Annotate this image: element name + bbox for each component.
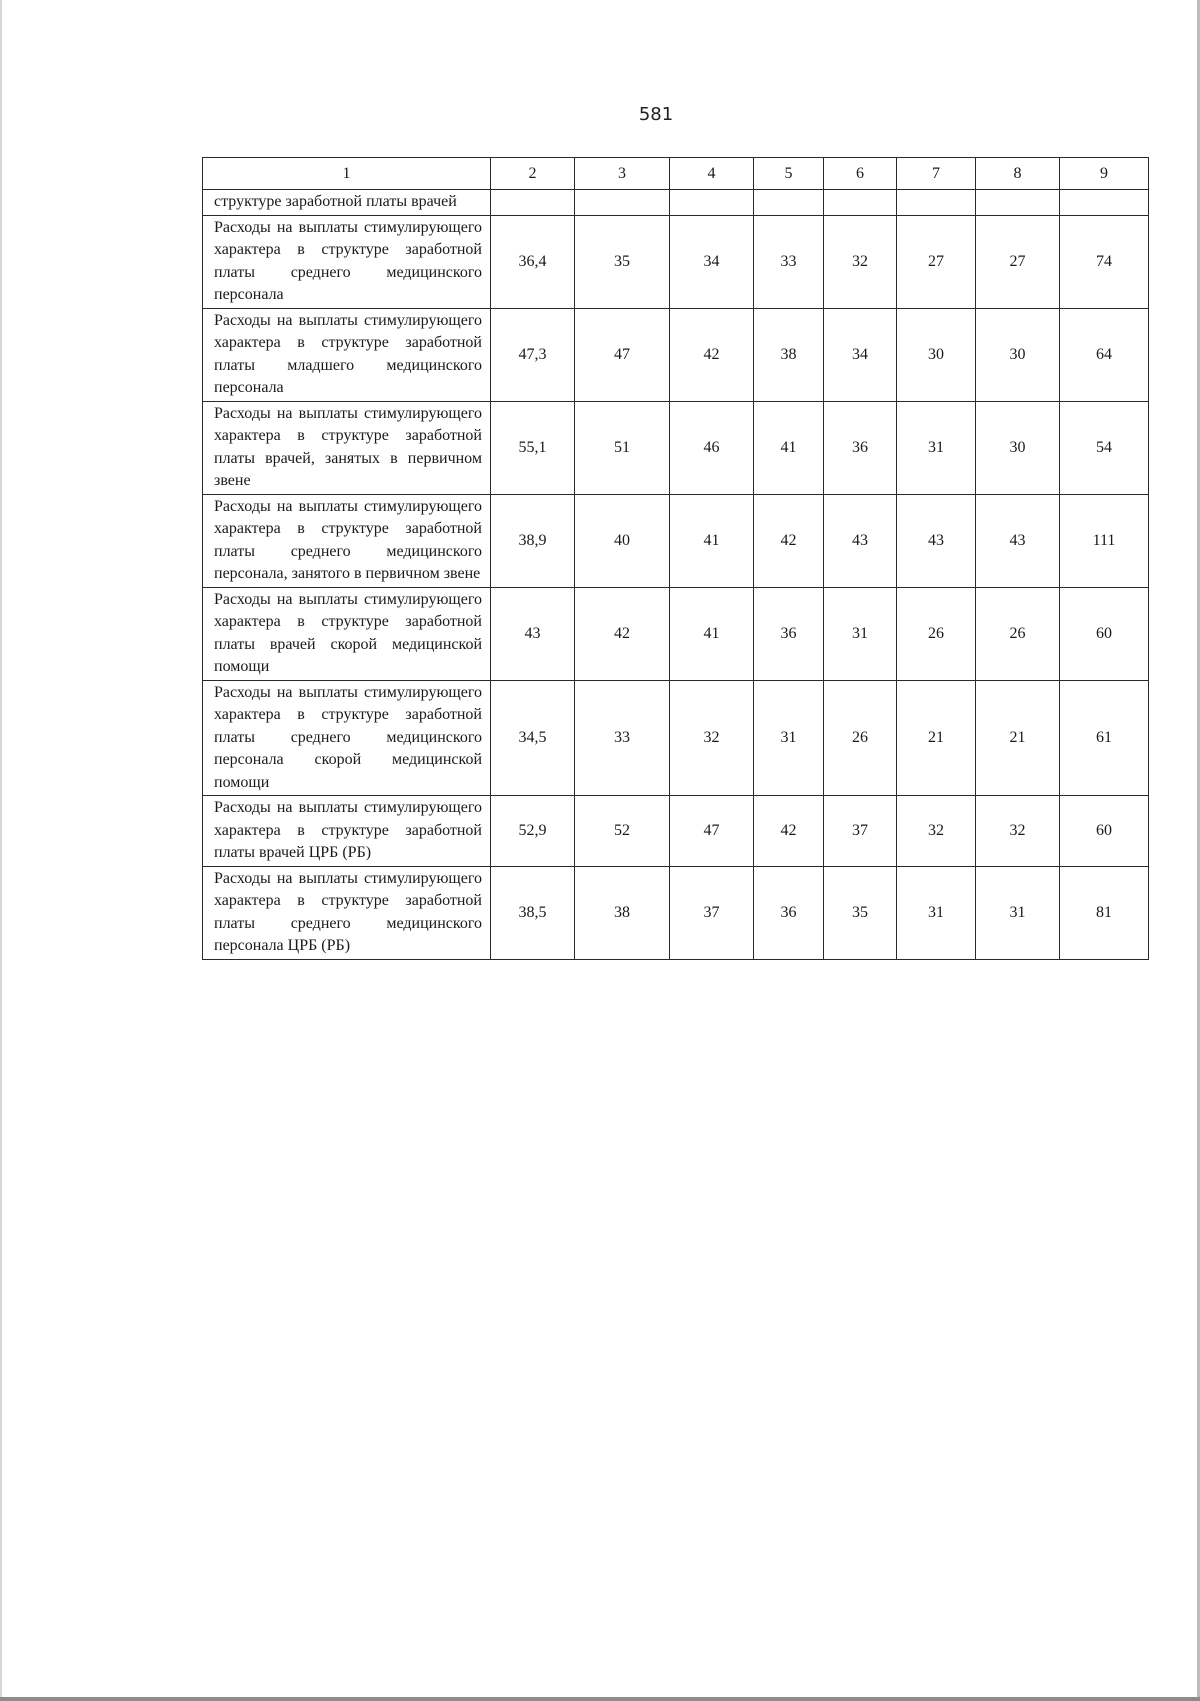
- column-header: 9: [1060, 158, 1149, 190]
- table-cell: 32: [824, 215, 897, 308]
- row-label: Расходы на выплаты стимулирующего характера в структуре заработной платы младшего медицинского персонала: [203, 308, 491, 401]
- table-cell: 51: [575, 401, 670, 494]
- column-header: 4: [670, 158, 754, 190]
- table-cell: 43: [824, 494, 897, 587]
- table-cell: 21: [976, 680, 1060, 796]
- table-cell: [1060, 190, 1149, 216]
- table-cell: 43: [976, 494, 1060, 587]
- table-cell: [575, 190, 670, 216]
- table-cell: 40: [575, 494, 670, 587]
- table-cell: 34,5: [491, 680, 575, 796]
- row-label: Расходы на выплаты стимулирующего характера в структуре заработной платы врачей ЦРБ (РБ): [203, 796, 491, 867]
- table-cell: 38: [754, 308, 824, 401]
- table-cell: 81: [1060, 866, 1149, 959]
- table-cell: 26: [824, 680, 897, 796]
- table-cell: 36: [754, 587, 824, 680]
- table-cell: 31: [897, 866, 976, 959]
- table-cell: 33: [575, 680, 670, 796]
- table-cell: 34: [824, 308, 897, 401]
- table-cell: 38,9: [491, 494, 575, 587]
- table-cell: 26: [976, 587, 1060, 680]
- table-cell: 52,9: [491, 796, 575, 867]
- table-cell: 47: [575, 308, 670, 401]
- table-cell: 35: [575, 215, 670, 308]
- table-cell: 38,5: [491, 866, 575, 959]
- table-cell: 41: [754, 401, 824, 494]
- row-label: Расходы на выплаты стимулирующего характера в структуре заработной платы врачей скорой медицинской помощи: [203, 587, 491, 680]
- table-cell: [754, 190, 824, 216]
- column-header: 3: [575, 158, 670, 190]
- table-cell: [670, 190, 754, 216]
- table-row: [203, 215, 1149, 308]
- table-cell: 31: [976, 866, 1060, 959]
- column-header: 7: [897, 158, 976, 190]
- row-label: Расходы на выплаты стимулирующего характера в структуре заработной платы врачей, занятых в первичном звене: [203, 401, 491, 494]
- table-cell: 35: [824, 866, 897, 959]
- table-cell: 74: [1060, 215, 1149, 308]
- table-cell: 32: [670, 680, 754, 796]
- table-cell: 32: [976, 796, 1060, 867]
- table-cell: 41: [670, 587, 754, 680]
- table-cell: 36: [824, 401, 897, 494]
- table-cell: 47,3: [491, 308, 575, 401]
- table-cell: 31: [754, 680, 824, 796]
- row-label: Расходы на выплаты стимулирующего характера в структуре заработной платы среднего медицинского персонала: [203, 215, 491, 308]
- table-cell: 60: [1060, 796, 1149, 867]
- row-label: структуре заработной платы врачей: [203, 190, 491, 216]
- table-cell: 43: [491, 587, 575, 680]
- table-cell: 52: [575, 796, 670, 867]
- table-cell: 42: [754, 494, 824, 587]
- table-cell: 30: [976, 308, 1060, 401]
- table-cell: 60: [1060, 587, 1149, 680]
- table-cell: 31: [824, 587, 897, 680]
- table-cell: [824, 190, 897, 216]
- table-cell: 64: [1060, 308, 1149, 401]
- table-cell: 38: [575, 866, 670, 959]
- table-cell: 42: [670, 308, 754, 401]
- table-cell: 30: [976, 401, 1060, 494]
- table-row: [203, 866, 1149, 959]
- table-cell: 21: [897, 680, 976, 796]
- header-row: [203, 158, 1149, 190]
- column-header: 2: [491, 158, 575, 190]
- table-cell: 46: [670, 401, 754, 494]
- table-cell: 31: [897, 401, 976, 494]
- table-cell: [491, 190, 575, 216]
- table-row: [203, 401, 1149, 494]
- table-cell: 27: [976, 215, 1060, 308]
- table-cell: 34: [670, 215, 754, 308]
- data-table: [202, 157, 1149, 960]
- table-cell: 42: [754, 796, 824, 867]
- table-cell: 37: [670, 866, 754, 959]
- table-cell: 26: [897, 587, 976, 680]
- table-cell: 30: [897, 308, 976, 401]
- page-number: 581: [638, 104, 674, 125]
- column-header: 1: [203, 158, 491, 190]
- table-row: [203, 796, 1149, 867]
- row-label: Расходы на выплаты стимулирующего характера в структуре заработной платы среднего медицинского персонала ЦРБ (РБ): [203, 866, 491, 959]
- table-cell: 61: [1060, 680, 1149, 796]
- table-cell: 43: [897, 494, 976, 587]
- column-header: 6: [824, 158, 897, 190]
- table-cell: 32: [897, 796, 976, 867]
- table-cell: [976, 190, 1060, 216]
- table-cell: 33: [754, 215, 824, 308]
- table-cell: 47: [670, 796, 754, 867]
- table-cell: 42: [575, 587, 670, 680]
- table-row: [203, 308, 1149, 401]
- column-header: 8: [976, 158, 1060, 190]
- table-cell: 54: [1060, 401, 1149, 494]
- table-cell: 55,1: [491, 401, 575, 494]
- scan-edge-left: [0, 0, 2, 1701]
- row-label: Расходы на выплаты стимулирующего характера в структуре заработной платы среднего медицинского персонала скорой медицинской помощи: [203, 680, 491, 796]
- table-cell: [897, 190, 976, 216]
- table-row: [203, 190, 1149, 216]
- column-header: 5: [754, 158, 824, 190]
- table-cell: 27: [897, 215, 976, 308]
- table-row: [203, 587, 1149, 680]
- table-cell: 36: [754, 866, 824, 959]
- table-cell: 41: [670, 494, 754, 587]
- table-cell: 37: [824, 796, 897, 867]
- table-row: [203, 494, 1149, 587]
- table-cell: 36,4: [491, 215, 575, 308]
- row-label: Расходы на выплаты стимулирующего характера в структуре заработной платы среднего медицинского персонала, занятого в первичном звене: [203, 494, 491, 587]
- table-row: [203, 680, 1149, 796]
- table-cell: 111: [1060, 494, 1149, 587]
- scan-edge-bottom: [0, 1697, 1200, 1701]
